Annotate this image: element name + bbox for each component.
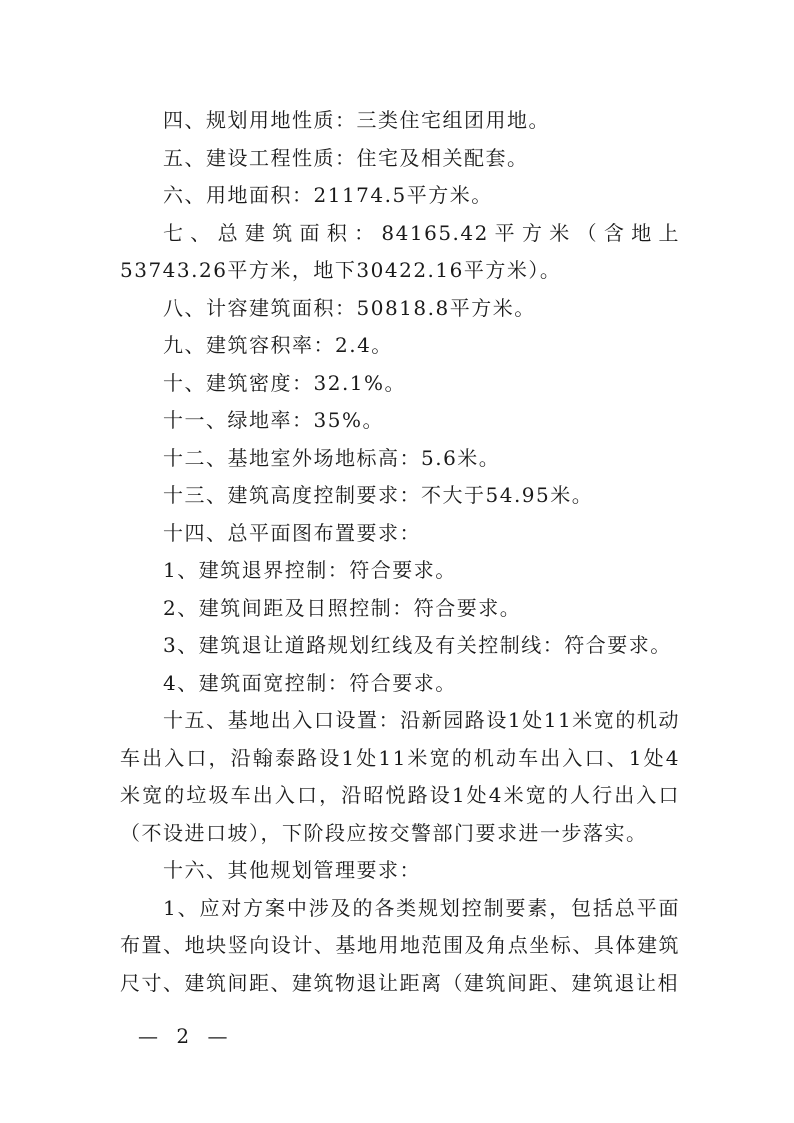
paragraph-land-use: 四、规划用地性质：三类住宅组团用地。 — [163, 108, 550, 132]
paragraph-far-floor-area: 八、计容建筑面积：50818.8平方米。 — [163, 295, 536, 320]
paragraph-total-floor-area: 七、总建筑面积：84165.42平方米（含地上53743.26平方米，地下30422.16平方米）。 — [120, 220, 680, 282]
paragraph-site-plan-heading: 十四、总平面图布置要求： — [163, 520, 421, 545]
document-body — [120, 102, 680, 1002]
paragraph-other-requirements-heading: 十六、其他规划管理要求： — [163, 858, 421, 882]
paragraph-planning-control-elements: 1、应对方案中涉及的各类规划控制要素，包括总平面布置、地块竖向设计、基地用地范围及角点坐标、具体建筑尺寸、建筑间距、建筑物退让距离（建筑间距、建筑退让相 — [120, 895, 680, 995]
paragraph-land-area: 六、用地面积：21174.5平方米。 — [163, 183, 493, 207]
paragraph-site-entrances: 十五、基地出入口设置：沿新园路设1处11米宽的机动车出入口，沿翰泰路设1处11米宽的机动车出入口、1处4米宽的垃圾车出入口，沿昭悦路设1处4米宽的人行出入口（不设进口坡），下阶段应按交警部门要求进一步落实。 — [120, 708, 680, 845]
paragraph-project-nature: 五、建设工程性质：住宅及相关配套。 — [163, 145, 529, 170]
paragraph-setback-control: 1、建筑退界控制：符合要求。 — [163, 558, 457, 582]
paragraph-height-limit: 十三、建筑高度控制要求：不大于54.95米。 — [163, 483, 594, 507]
paragraph-plot-ratio: 九、建筑容积率：2.4。 — [163, 333, 393, 357]
paragraph-site-elevation: 十二、基地室外场地标高：5.6米。 — [163, 445, 501, 470]
paragraph-spacing-sunlight: 2、建筑间距及日照控制：符合要求。 — [163, 595, 522, 620]
paragraph-facade-width: 4、建筑面宽控制：符合要求。 — [163, 670, 457, 695]
page-number: — 2 — — [138, 1024, 234, 1048]
paragraph-building-density: 十、建筑密度：32.1%。 — [163, 370, 407, 395]
paragraph-road-redline-setback: 3、建筑退让道路规划红线及有关控制线：符合要求。 — [163, 633, 672, 657]
paragraph-green-ratio: 十一、绿地率：35%。 — [163, 408, 384, 432]
